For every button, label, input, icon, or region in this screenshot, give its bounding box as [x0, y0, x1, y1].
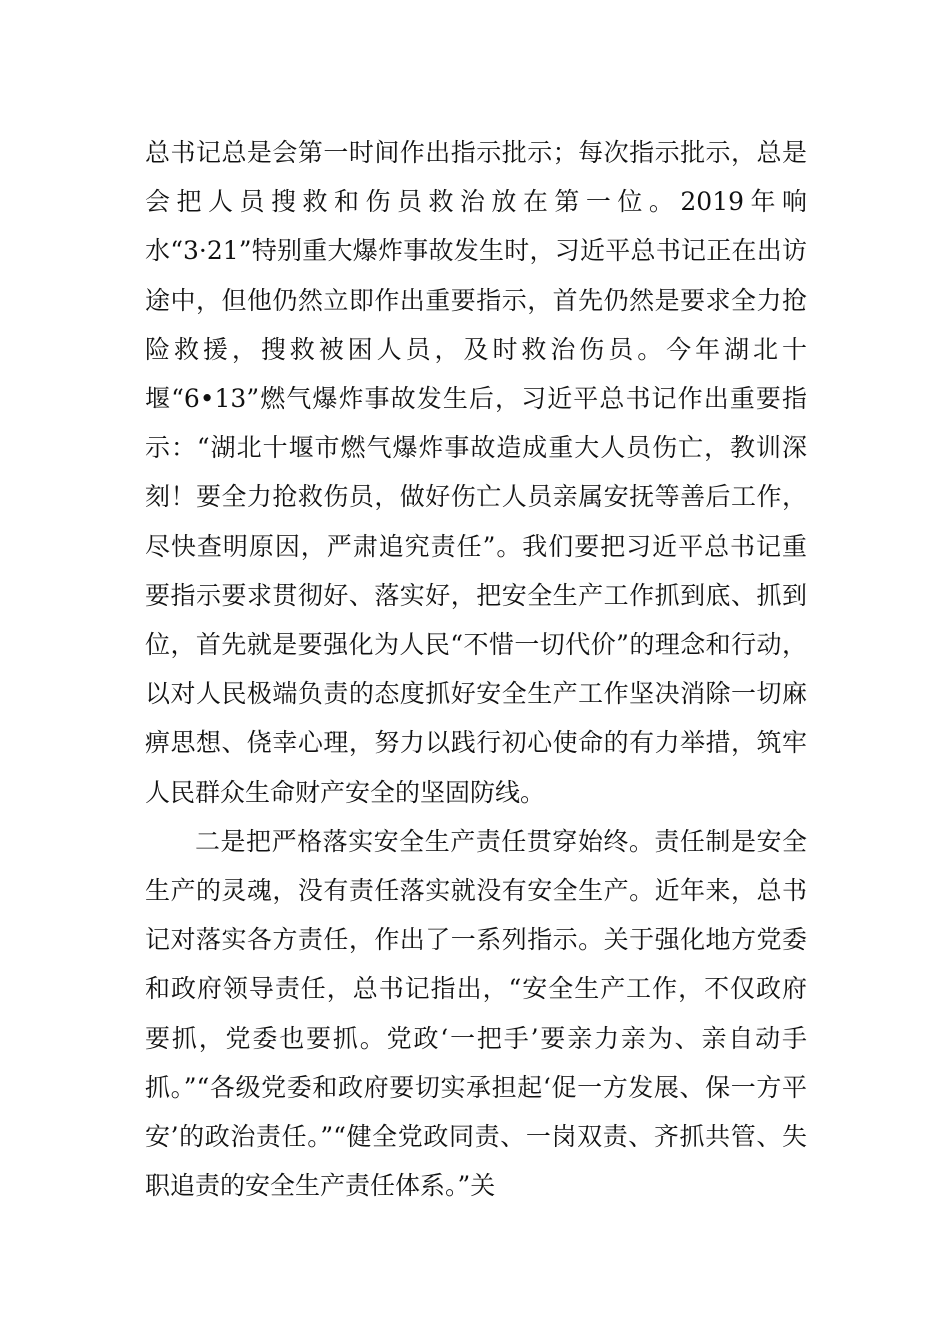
paragraph-continuation: 总书记总是会第一时间作出指示批示；每次指示批示，总是会把人员搜救和伤员救治放在第一位。2019年响水“3·21”特别重大爆炸事故发生时，习近平总书记正在出访途中，但他仍然立即作出重要指示，首先仍然是要求全力抢险救援，搜救被困人员，及时救治伤员。今年湖北十堰“6•13”燃气爆炸事故发生后，习近平总书记作出重要指示：“湖北十堰市燃气爆炸事故造成重大人员伤亡，教训深刻！要全力抢救伤员，做好伤亡人员亲属安抚等善后工作，尽快查明原因，严肃追究责任”。我们要把习近平总书记重要指示要求贯彻好、落实好，把安全生产工作抓到底、抓到位，首先就是要强化为人民“不惜一切代价”的理念和行动，以对人民极端负责的态度抓好安全生产工作坚决消除一切麻痹思想、侥幸心理，努力以践行初心使命的有力举措，筑牢人民群众生命财产安全的坚固防线。 — [145, 138, 807, 807]
paragraph-responsibility: 二是把严格落实安全生产责任贯穿始终。责任制是安全生产的灵魂，没有责任落实就没有安全生产。近年来，总书记对落实各方责任，作出了一系列指示。关于强化地方党委和政府领导责任，总书记指出，“安全生产工作，不仅政府要抓，党委也要抓。党政‘一把手’要亲力亲为、亲自动手抓。”“各级党委和政府要切实承担起‘促一方发展、保一方平安’的政治责任。”“健全党政同责、一岗双责、齐抓共管、失职追责的安全生产责任体系。”关 — [145, 826, 807, 1201]
body-text — [145, 128, 807, 1210]
